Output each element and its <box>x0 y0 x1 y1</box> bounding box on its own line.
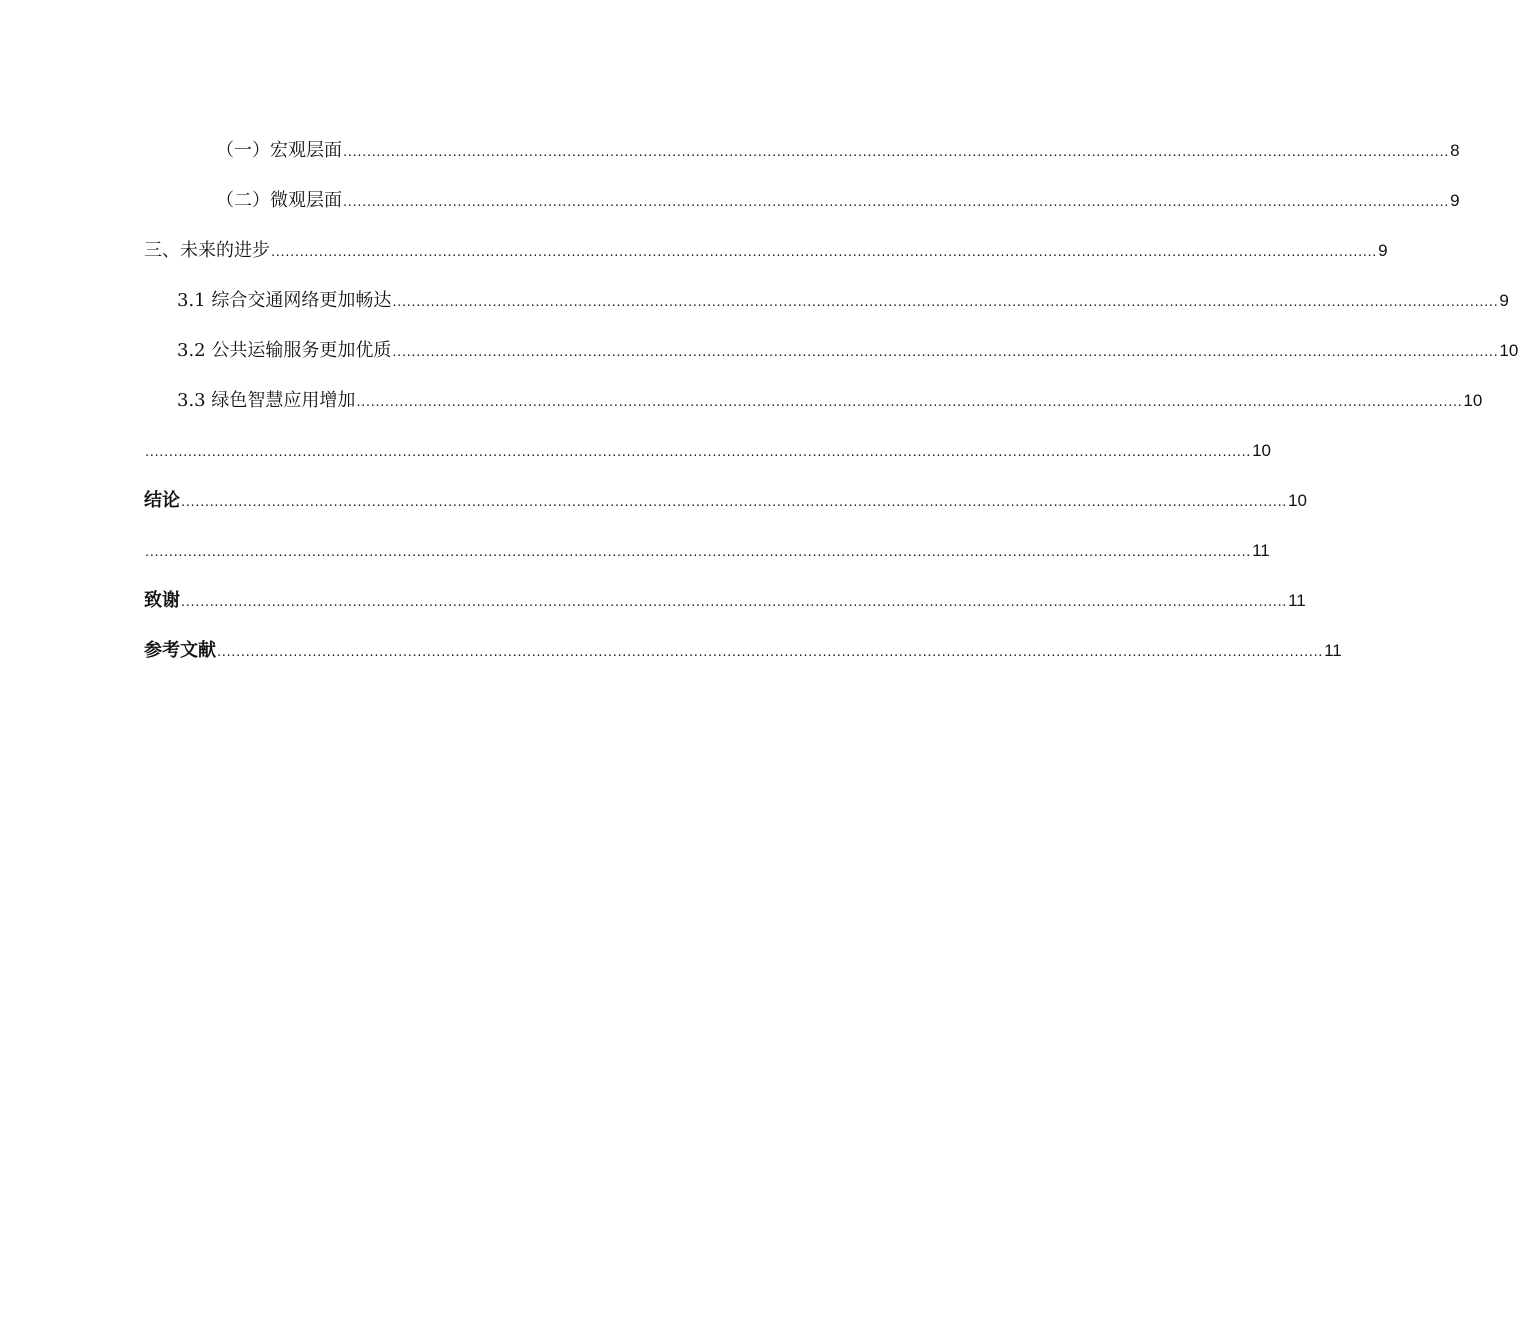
toc-dot-leader: ........................................................................................................................................................................................................................................ <box>181 593 1288 610</box>
toc-entry[interactable] <box>216 136 1460 166</box>
toc-entry-page: 10 <box>1288 491 1307 510</box>
toc-dot-leader: ........................................................................................................................................................................................................................................ <box>343 193 1450 210</box>
toc-dot-leader: ........................................................................................................................................................................................................................................ <box>145 443 1252 460</box>
toc-entry-page: 10 <box>1499 341 1518 360</box>
toc-entry-page: 10 <box>1463 391 1483 410</box>
toc-entry-title: 3.2 公共运输服务更加优质 <box>177 340 392 361</box>
toc-entry-page: 11 <box>1288 591 1306 610</box>
toc-entry-page: 11 <box>1252 541 1270 560</box>
toc-entry-page: 11 <box>1324 641 1342 660</box>
toc-entry[interactable] <box>177 336 1518 366</box>
toc-entry-page: 9 <box>1499 291 1509 310</box>
toc-entry[interactable] <box>177 286 1509 316</box>
toc-entry[interactable] <box>144 636 1342 666</box>
toc-entry[interactable] <box>144 436 1271 466</box>
toc-entry-title: （二）微观层面 <box>216 190 342 211</box>
toc-entry-title: 结论 <box>144 490 180 511</box>
toc-entry-title: 3.3 绿色智慧应用增加 <box>177 390 356 411</box>
toc-dot-leader: ........................................................................................................................................................................................................................................ <box>392 343 1499 360</box>
toc-entry[interactable] <box>144 586 1306 616</box>
toc-entry[interactable] <box>144 536 1270 566</box>
toc-dot-leader: ........................................................................................................................................................................................................................................ <box>343 143 1450 160</box>
toc-dot-leader: ........................................................................................................................................................................................................................................ <box>217 643 1324 660</box>
toc-dot-leader: ........................................................................................................................................................................................................................................ <box>145 543 1252 560</box>
toc-entry[interactable] <box>144 486 1307 516</box>
toc-entry-title: 致谢 <box>144 590 180 611</box>
toc-entry-title: 3.1 综合交通网络更加畅达 <box>177 290 392 311</box>
toc-dot-leader: ........................................................................................................................................................................................................................................ <box>392 293 1499 310</box>
toc-dot-leader: ........................................................................................................................................................................................................................................ <box>356 393 1463 410</box>
toc-entry-title: 参考文献 <box>144 640 216 661</box>
toc-entry-page: 8 <box>1450 141 1460 160</box>
toc-entry-page: 9 <box>1450 191 1460 210</box>
toc-entry-page: 10 <box>1252 441 1271 460</box>
toc-entry-title: （一）宏观层面 <box>216 140 342 161</box>
toc-dot-leader: ........................................................................................................................................................................................................................................ <box>181 493 1288 510</box>
toc-dot-leader: ........................................................................................................................................................................................................................................ <box>271 243 1378 260</box>
toc-entry-prefix: 三、 <box>144 240 180 261</box>
toc-entry-page: 9 <box>1378 241 1388 260</box>
toc-entry[interactable] <box>177 386 1483 416</box>
toc-entry-title: 未来的进步 <box>180 240 270 261</box>
toc-entry[interactable] <box>216 186 1460 216</box>
toc-entry[interactable] <box>144 236 1388 266</box>
